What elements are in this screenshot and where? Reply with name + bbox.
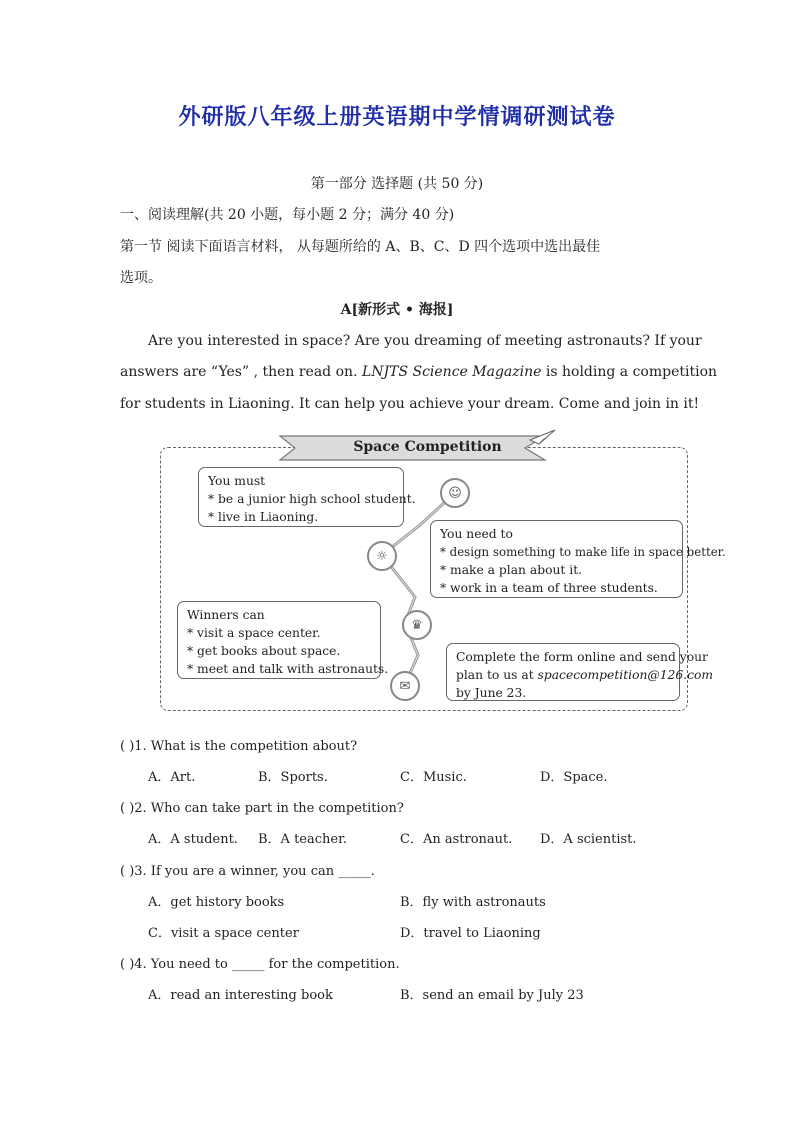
person-icon: ☺ <box>440 478 470 508</box>
q3-option-c: C．visit a space center <box>148 926 299 941</box>
section-heading: 一、阅读理解(共 20 小题，每小题 2 分；满分 40 分) <box>120 207 455 223</box>
q1-option-d: D．Space. <box>540 770 608 785</box>
q2-option-b: B．A teacher. <box>258 832 348 847</box>
magazine-name: LNJTS Science Magazine <box>361 364 542 380</box>
part-heading: 第一部分 选择题 (共 50 分) <box>310 176 484 192</box>
lightbulb-icon: ☼ <box>367 541 397 571</box>
question-3: ( )3. If you are a winner, you can _____. <box>120 864 375 879</box>
q2-option-d: D．A scientist. <box>540 832 637 847</box>
section-instruction-line1: 第一节 阅读下面语言材料， 从每题所给的 A、B、C、D 四个选项中选出最佳 <box>120 239 601 255</box>
q2-option-c: C．An astronaut. <box>400 832 513 847</box>
passage-line1: Are you interested in space? Are you dreaming of meeting astronauts? If your <box>148 333 702 349</box>
question-1: ( )1. What is the competition about? <box>120 739 358 754</box>
banner-title: Space Competition <box>353 439 502 455</box>
envelope-icon: ✉ <box>390 671 420 701</box>
complete-bubble: Complete the form online and send your plan to us at spacecompetition@126.com by June 23. <box>446 643 680 701</box>
passage-heading: A[新形式 • 海报] <box>340 302 454 318</box>
passage-line2: answers are “Yes” , then read on. LNJTS Science Magazine is holding a competition <box>120 364 718 380</box>
winners-bubble: Winners can * visit a space center. * get books about space. * meet and talk with astronauts. <box>177 601 381 679</box>
q4-option-a: A．read an interesting book <box>148 988 333 1003</box>
q3-option-d: D．travel to Liaoning <box>400 926 541 941</box>
passage-line3: for students in Liaoning. It can help you achieve your dream. Come and join in it! <box>120 396 700 412</box>
question-4: ( )4. You need to _____ for the competition. <box>120 957 400 972</box>
contact-email: spacecompetition@126.com <box>537 668 714 682</box>
q1-option-a: A．Art. <box>148 770 196 785</box>
need-bubble: You need to * design something to make life in space better. * make a plan about it. * work in a team of three students. <box>430 520 683 598</box>
trophy-icon: ♛ <box>402 610 432 640</box>
must-bubble: You must * be a junior high school student. * live in Liaoning. <box>198 467 404 527</box>
q2-option-a: A．A student. <box>148 832 238 847</box>
q1-option-c: C．Music. <box>400 770 467 785</box>
question-2: ( )2. Who can take part in the competition? <box>120 801 404 816</box>
section-instruction-line2: 选项。 <box>120 270 162 286</box>
page-title: 外研版八年级上册英语期中学情调研测试卷 <box>178 105 616 130</box>
q4-option-b: B．send an email by July 23 <box>400 988 584 1003</box>
q3-option-b: B．fly with astronauts <box>400 895 546 910</box>
q1-option-b: B．Sports. <box>258 770 328 785</box>
q3-option-a: A．get history books <box>148 895 285 910</box>
